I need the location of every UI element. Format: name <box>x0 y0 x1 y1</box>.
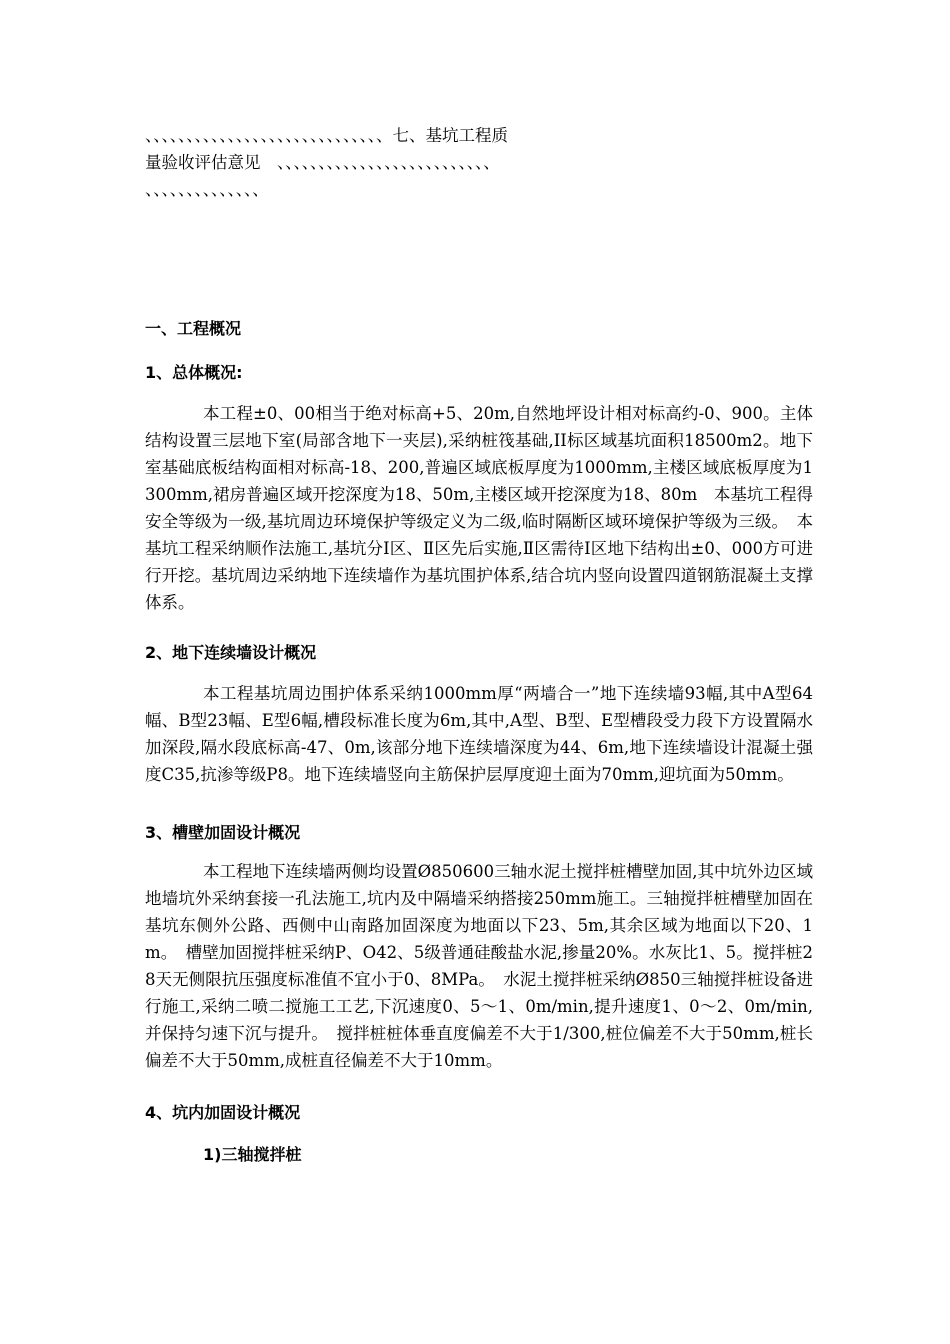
paragraph-diaphragm-wall: 本工程基坑周边围护体系采纳1000mm厚“两墙合一”地下连续墙93幅,其中A型64幅、B型23幅、E型6幅,槽段标准长度为6m,其中,A型、B型、E型槽段受力段下方设置隔水加深段,隔水段底标高-47、0m,该部分地下连续墙深度为44、6m,地下连续墙设计混凝土强度C35,抗渗等级P8。地下连续墙竖向主筋保护层厚度迎土面为70mm,迎坑面为50mm。 <box>145 684 813 784</box>
subsection-heading-pit-reinforcement: 4、坑内加固设计概况 <box>145 1103 301 1122</box>
subsection-heading-diaphragm-wall: 2、地下连续墙设计概况 <box>145 643 317 662</box>
subsection-heading-general: 1、总体概况: <box>145 363 243 382</box>
item-heading-triaxial-mixing-pile: 1)三轴搅拌桩 <box>203 1145 302 1164</box>
paragraph-trench-reinforcement: 本工程地下连续墙两侧均设置Ø850600三轴水泥土搅拌桩槽壁加固,其中坑外边区域地墙坑外采纳套接一孔法施工,坑内及中隔墙采纳搭接250mm施工。三轴搅拌桩槽壁加固在基坑东侧外公路、西侧中山南路加固深度为地面以下23、5m,其余区域为地面以下20、1m。 槽壁加固搅拌桩采纳P、O42、5级普通硅酸盐水泥,掺量20%。水灰比1、5。搅拌桩28天无侧限抗压强度标准值不宜小于0、8MPa。 水泥土搅拌桩采纳Ø850三轴搅拌桩设备进行施工,采纳二喷二搅施工工艺,下沉速度0、5～1、0m/min,提升速度1、0～2、0m/min,并保持匀速下沉与提升。 搅拌桩桩体垂直度偏差不大于1/300,桩位偏差不大于50mm,桩长偏差不大于50mm,成桩直径偏差不大于10mm。 <box>145 862 813 1070</box>
table-of-contents <box>145 122 805 203</box>
subsection-heading-trench-reinforcement: 3、槽壁加固设计概况 <box>145 823 301 842</box>
toc-line: 、、、、、、、、、、、、、、 <box>145 180 269 199</box>
paragraph-general-overview: 本工程±0、00相当于绝对标高+5、20m,自然地坪设计相对标高约-0、900。主体结构设置三层地下室(局部含地下一夹层),采纳桩筏基础,II标区域基坑面积18500m2。地下室基础底板结构面相对标高-18、200,普遍区域底板厚度为1000mm,主楼区域底板厚度为1300mm,裙房普遍区域开挖深度为18、50m,主楼区域开挖深度为18、80m 本基坑工程得安全等级为一级,基坑周边环境保护等级定义为二级,临时隔断区域环境保护等级为三级。 本基坑工程采纳顺作法施工,基坑分Ⅰ区、Ⅱ区先后实施,Ⅱ区需待Ⅰ区地下结构出±0、000方可进行开挖。基坑周边采纳地下连续墙作为基坑围护体系,结合坑内竖向设置四道钢筋混凝土支撑体系。 <box>145 404 813 612</box>
section-heading-project-overview: 一、工程概况 <box>145 319 242 338</box>
toc-line: 量验收评估意见 、、、、、、、、、、、、、、、、、、、、、、、、、、 <box>145 153 500 172</box>
toc-line: 、、、、、、、、、、、、、、、、、、、、、、、、、、、、、七、基坑工程质 <box>145 126 508 145</box>
